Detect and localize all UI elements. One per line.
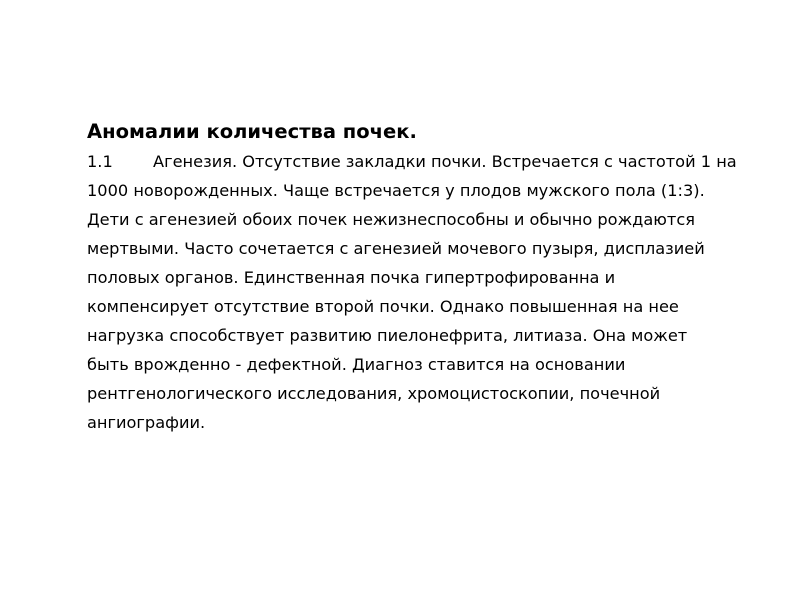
paragraph-line: рентгенологического исследования, хромоцистоскопии, почечной bbox=[87, 384, 661, 403]
line-text: Агенезия. Отсутствие закладки почки. Встречается с частотой 1 на bbox=[153, 152, 737, 171]
text-block bbox=[87, 117, 737, 437]
paragraph-line: ангиографии. bbox=[87, 413, 206, 432]
body-paragraph bbox=[87, 147, 737, 437]
item-number: 1.1 bbox=[87, 152, 113, 171]
paragraph-line: половых органов. Единственная почка гипертрофированна и bbox=[87, 268, 616, 287]
paragraph-line bbox=[87, 147, 737, 176]
paragraph-line: Дети с агенезией обоих почек нежизнеспособны и обычно рождаются bbox=[87, 210, 695, 229]
document-title: Аномалии количества почек. bbox=[87, 120, 417, 143]
paragraph-line: нагрузка способствует развитию пиелонефрита, литиаза. Она может bbox=[87, 326, 688, 345]
paragraph-line: быть врожденно - дефектной. Диагноз ставится на основании bbox=[87, 355, 626, 374]
paragraph-line: компенсирует отсутствие второй почки. Однако повышенная на нее bbox=[87, 297, 679, 316]
paragraph-line: 1000 новорожденных. Чаще встречается у плодов мужского пола (1:3). bbox=[87, 181, 705, 200]
paragraph-line: мертвыми. Часто сочетается с агенезией мочевого пузыря, дисплазией bbox=[87, 239, 705, 258]
